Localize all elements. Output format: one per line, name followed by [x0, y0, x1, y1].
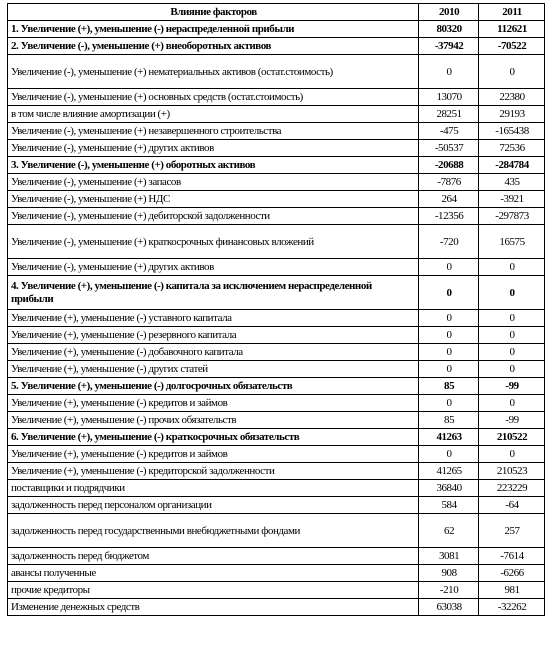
- row-label: Увеличение (-), уменьшение (+) дебиторской задолженности: [8, 208, 419, 225]
- row-label: авансы полученные: [8, 565, 419, 582]
- table-row: [8, 38, 545, 55]
- value-2011: 72536: [479, 140, 545, 157]
- value-2010: -7876: [419, 174, 479, 191]
- row-label: задолженность перед персоналом организации: [8, 497, 419, 514]
- table-row: [8, 191, 545, 208]
- value-2010: 85: [419, 412, 479, 429]
- value-2010: -475: [419, 123, 479, 140]
- row-label: задолженность перед государственными внебюджетными фондами: [8, 514, 419, 548]
- row-label: 2. Увеличение (-), уменьшение (+) внеоборотных активов: [8, 38, 419, 55]
- value-2011: -284784: [479, 157, 545, 174]
- table-row: [8, 361, 545, 378]
- table-row: [8, 378, 545, 395]
- table-row: [8, 123, 545, 140]
- value-2010: 28251: [419, 106, 479, 123]
- value-2011: 435: [479, 174, 545, 191]
- row-label: Увеличение (-), уменьшение (+) основных средств (остат.стоимость): [8, 89, 419, 106]
- value-2010: 85: [419, 378, 479, 395]
- row-label: Увеличение (+), уменьшение (-) прочих обязательств: [8, 412, 419, 429]
- value-2010: 908: [419, 565, 479, 582]
- row-label: 1. Увеличение (+), уменьшение (-) нераспределенной прибыли: [8, 21, 419, 38]
- row-label: Увеличение (+), уменьшение (-) добавочного капитала: [8, 344, 419, 361]
- row-label: Увеличение (+), уменьшение (-) кредитов и займов: [8, 446, 419, 463]
- value-2011: 0: [479, 276, 545, 310]
- row-label: 3. Увеличение (-), уменьшение (+) оборотных активов: [8, 157, 419, 174]
- row-label: Увеличение (-), уменьшение (+) НДС: [8, 191, 419, 208]
- value-2011: 0: [479, 446, 545, 463]
- value-2011: 0: [479, 395, 545, 412]
- value-2010: 0: [419, 310, 479, 327]
- value-2010: 13070: [419, 89, 479, 106]
- value-2011: -7614: [479, 548, 545, 565]
- value-2011: 0: [479, 344, 545, 361]
- row-label: Увеличение (+), уменьшение (-) уставного капитала: [8, 310, 419, 327]
- value-2010: 0: [419, 327, 479, 344]
- value-2010: 0: [419, 276, 479, 310]
- value-2011: -297873: [479, 208, 545, 225]
- value-2010: 62: [419, 514, 479, 548]
- table-row: [8, 582, 545, 599]
- value-2010: 584: [419, 497, 479, 514]
- row-label: Увеличение (-), уменьшение (+) запасов: [8, 174, 419, 191]
- table-row: [8, 174, 545, 191]
- row-label: Увеличение (+), уменьшение (-) кредитов и займов: [8, 395, 419, 412]
- table-row: [8, 395, 545, 412]
- value-2011: 22380: [479, 89, 545, 106]
- value-2010: 0: [419, 55, 479, 89]
- table-row: [8, 497, 545, 514]
- table-row: [8, 21, 545, 38]
- table-row: [8, 55, 545, 89]
- table-row: [8, 412, 545, 429]
- value-2010: -12356: [419, 208, 479, 225]
- header-2011: 2011: [479, 4, 545, 21]
- row-label: задолженность перед бюджетом: [8, 548, 419, 565]
- value-2010: 41265: [419, 463, 479, 480]
- value-2011: 210522: [479, 429, 545, 446]
- value-2010: 0: [419, 344, 479, 361]
- table-row: [8, 514, 545, 548]
- value-2011: 223229: [479, 480, 545, 497]
- value-2011: -6266: [479, 565, 545, 582]
- value-2011: 29193: [479, 106, 545, 123]
- value-2010: -720: [419, 225, 479, 259]
- row-label: Увеличение (+), уменьшение (-) кредиторской задолженности: [8, 463, 419, 480]
- value-2011: -64: [479, 497, 545, 514]
- header-factors: Влияние факторов: [8, 4, 419, 21]
- value-2010: 0: [419, 395, 479, 412]
- value-2011: -32262: [479, 599, 545, 616]
- value-2010: -210: [419, 582, 479, 599]
- table-row: [8, 446, 545, 463]
- value-2010: 0: [419, 259, 479, 276]
- row-label: Увеличение (-), уменьшение (+) краткосрочных финансовых вложений: [8, 225, 419, 259]
- value-2011: 0: [479, 327, 545, 344]
- value-2010: 63038: [419, 599, 479, 616]
- value-2010: 3081: [419, 548, 479, 565]
- value-2010: 80320: [419, 21, 479, 38]
- row-label: поставщики и подрядчики: [8, 480, 419, 497]
- value-2011: 210523: [479, 463, 545, 480]
- table-row: [8, 225, 545, 259]
- table-row-total: [8, 599, 545, 616]
- table-row: [8, 565, 545, 582]
- row-label: Увеличение (-), уменьшение (+) других активов: [8, 259, 419, 276]
- value-2010: 0: [419, 446, 479, 463]
- table-row: [8, 344, 545, 361]
- value-2011: -99: [479, 378, 545, 395]
- value-2010: 0: [419, 361, 479, 378]
- row-label: 4. Увеличение (+), уменьшение (-) капитала за исключением нераспределенной прибыли: [8, 276, 419, 310]
- table-row: [8, 548, 545, 565]
- value-2010: 36840: [419, 480, 479, 497]
- value-2011: 0: [479, 310, 545, 327]
- table-row: [8, 157, 545, 174]
- row-label: Увеличение (+), уменьшение (-) резервного капитала: [8, 327, 419, 344]
- value-2011: -3921: [479, 191, 545, 208]
- value-2010: -37942: [419, 38, 479, 55]
- table-row: [8, 480, 545, 497]
- value-2011: -165438: [479, 123, 545, 140]
- value-2011: 16575: [479, 225, 545, 259]
- value-2011: -99: [479, 412, 545, 429]
- table-row: [8, 429, 545, 446]
- value-2011: 257: [479, 514, 545, 548]
- table-row: [8, 310, 545, 327]
- table-row: [8, 259, 545, 276]
- row-label: Изменение денежных средств: [8, 599, 419, 616]
- row-label: Увеличение (-), уменьшение (+) других активов: [8, 140, 419, 157]
- table-row: [8, 208, 545, 225]
- table-row: [8, 276, 545, 310]
- value-2010: -50537: [419, 140, 479, 157]
- table-row: [8, 89, 545, 106]
- table-row: [8, 106, 545, 123]
- row-label: 6. Увеличение (+), уменьшение (-) краткосрочных обязательств: [8, 429, 419, 446]
- row-label: 5. Увеличение (+), уменьшение (-) долгосрочных обязательств: [8, 378, 419, 395]
- value-2011: 0: [479, 259, 545, 276]
- table-row: [8, 140, 545, 157]
- header-2010: 2010: [419, 4, 479, 21]
- table-row: [8, 327, 545, 344]
- value-2011: 112621: [479, 21, 545, 38]
- table-header-row: [8, 4, 545, 21]
- factors-table: [7, 3, 545, 616]
- value-2010: 264: [419, 191, 479, 208]
- row-label: Увеличение (+), уменьшение (-) других статей: [8, 361, 419, 378]
- value-2011: 981: [479, 582, 545, 599]
- row-label: Увеличение (-), уменьшение (+) незавершенного строительства: [8, 123, 419, 140]
- row-label: в том числе влияние амортизации (+): [8, 106, 419, 123]
- value-2011: 0: [479, 361, 545, 378]
- value-2010: -20688: [419, 157, 479, 174]
- value-2011: 0: [479, 55, 545, 89]
- row-label: прочие кредиторы: [8, 582, 419, 599]
- value-2011: -70522: [479, 38, 545, 55]
- value-2010: 41263: [419, 429, 479, 446]
- table-row: [8, 463, 545, 480]
- row-label: Увеличение (-), уменьшение (+) нематериальных активов (остат.стоимость): [8, 55, 419, 89]
